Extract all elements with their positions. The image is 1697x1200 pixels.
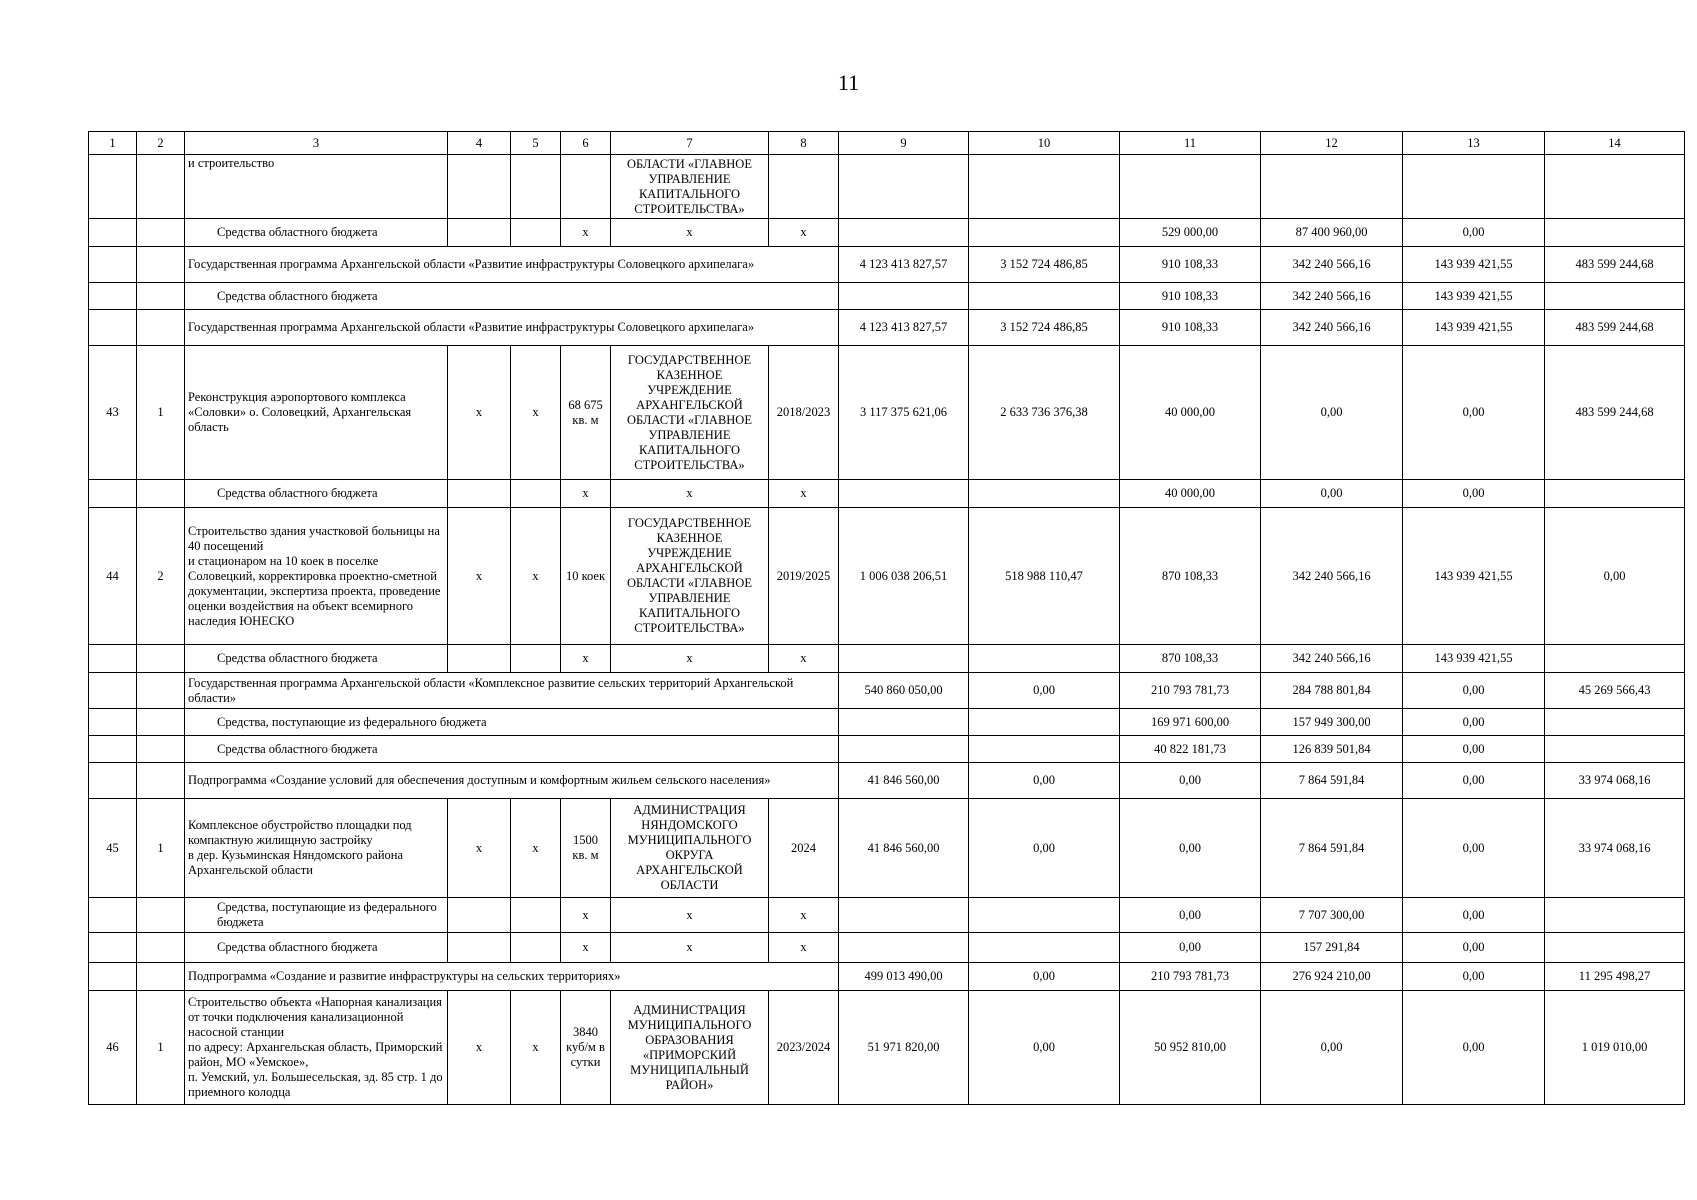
table-cell (511, 898, 561, 933)
table-cell (969, 219, 1120, 247)
table-cell: 0,00 (1403, 991, 1545, 1105)
table-cell: 483 599 244,68 (1545, 247, 1685, 283)
table-cell: х (561, 898, 611, 933)
table-cell (89, 310, 137, 346)
table-cell (839, 709, 969, 736)
table-cell (137, 763, 185, 799)
table-cell: 2024 (769, 799, 839, 898)
table-cell (1120, 155, 1261, 219)
table-row (89, 763, 1685, 799)
table-cell: 210 793 781,73 (1120, 963, 1261, 991)
table-row (89, 247, 1685, 283)
table-cell: 0,00 (1120, 933, 1261, 963)
table-cell: 0,00 (1403, 346, 1545, 480)
table-cell: 44 (89, 508, 137, 645)
table-cell (448, 645, 511, 673)
table-row (89, 673, 1685, 709)
table-cell: 0,00 (1403, 933, 1545, 963)
table-cell: 143 939 421,55 (1403, 508, 1545, 645)
table-cell (1261, 155, 1403, 219)
table-cell: Реконструкция аэропортового комплекса «Соловки» о. Соловецкий, Архангельская область (185, 346, 448, 480)
table-cell: 483 599 244,68 (1545, 310, 1685, 346)
table-cell: 143 939 421,55 (1403, 645, 1545, 673)
table-cell: 7 864 591,84 (1261, 799, 1403, 898)
table-cell: 11 295 498,27 (1545, 963, 1685, 991)
table-cell (89, 963, 137, 991)
table-cell (1545, 645, 1685, 673)
table-cell (1545, 219, 1685, 247)
table-cell: 0,00 (969, 799, 1120, 898)
table-cell: Строительство здания участковой больницы на 40 посещений и стационаром на 10 коек в поселке Соловецкий, корректировка проектно-сметной документации, экспертиза проекта, проведение оценки воздействия на объект всемирного наследия ЮНЕСКО (185, 508, 448, 645)
table-cell: Государственная программа Архангельской области «Комплексное развитие сельских территорий Архангельской области» (185, 673, 839, 709)
table-cell (839, 736, 969, 763)
table-cell (969, 933, 1120, 963)
table-cell (1545, 155, 1685, 219)
table-cell: 68 675 кв. м (561, 346, 611, 480)
table-cell: 540 860 050,00 (839, 673, 969, 709)
table-row (89, 480, 1685, 508)
table-cell: х (561, 645, 611, 673)
table-cell: ОБЛАСТИ «ГЛАВНОЕ УПРАВЛЕНИЕ КАПИТАЛЬНОГО СТРОИТЕЛЬСТВА» (611, 155, 769, 219)
table-cell: 3 117 375 621,06 (839, 346, 969, 480)
table-cell (137, 219, 185, 247)
table-row (89, 736, 1685, 763)
table-cell: 0,00 (969, 673, 1120, 709)
table-cell: 0,00 (1545, 508, 1685, 645)
table-cell (969, 736, 1120, 763)
table-cell: Средства областного бюджета (185, 480, 448, 508)
table-cell: Средства областного бюджета (185, 645, 448, 673)
table-cell: 910 108,33 (1120, 283, 1261, 310)
column-number: 5 (511, 132, 561, 155)
table-cell: 342 240 566,16 (1261, 247, 1403, 283)
table-cell: 45 (89, 799, 137, 898)
table-cell: АДМИНИСТРАЦИЯ НЯНДОМСКОГО МУНИЦИПАЛЬНОГО ОКРУГА АРХАНГЕЛЬСКОЙ ОБЛАСТИ (611, 799, 769, 898)
table-cell: 7 864 591,84 (1261, 763, 1403, 799)
table-row (89, 219, 1685, 247)
table-cell: 0,00 (969, 963, 1120, 991)
table-cell: 143 939 421,55 (1403, 283, 1545, 310)
table-cell: 483 599 244,68 (1545, 346, 1685, 480)
table-cell (137, 155, 185, 219)
table-cell: 0,00 (1403, 799, 1545, 898)
table-cell: 342 240 566,16 (1261, 508, 1403, 645)
table-cell: х (511, 346, 561, 480)
table-cell: Государственная программа Архангельской области «Развитие инфраструктуры Соловецкого архипелага» (185, 247, 839, 283)
table-cell (969, 480, 1120, 508)
table-cell: 51 971 820,00 (839, 991, 969, 1105)
table-cell: 7 707 300,00 (1261, 898, 1403, 933)
table-cell: Государственная программа Архангельской области «Развитие инфраструктуры Соловецкого архипелага» (185, 310, 839, 346)
column-number: 7 (611, 132, 769, 155)
table-cell: 0,00 (1120, 763, 1261, 799)
table-cell: 0,00 (969, 991, 1120, 1105)
table-cell: х (561, 219, 611, 247)
budget-table (88, 131, 1685, 1105)
table-cell (89, 155, 137, 219)
table-cell: 157 949 300,00 (1261, 709, 1403, 736)
table-cell: х (769, 645, 839, 673)
table-cell: 4 123 413 827,57 (839, 247, 969, 283)
table-cell (839, 898, 969, 933)
table-cell: 910 108,33 (1120, 247, 1261, 283)
table-cell: 0,00 (1403, 219, 1545, 247)
table-cell: 126 839 501,84 (1261, 736, 1403, 763)
table-cell: 0,00 (1403, 898, 1545, 933)
table-cell (839, 219, 969, 247)
table-cell (1545, 709, 1685, 736)
table-cell: Подпрограмма «Создание и развитие инфраструктуры на сельских территориях» (185, 963, 839, 991)
table-cell: Комплексное обустройство площадки под компактную жилищную застройку в дер. Кузьминская Няндомского района Архангельской области (185, 799, 448, 898)
table-cell (89, 736, 137, 763)
table-cell (1403, 155, 1545, 219)
table-cell: Средства, поступающие из федерального бюджета (185, 709, 839, 736)
table-cell: 3 152 724 486,85 (969, 247, 1120, 283)
table-row (89, 709, 1685, 736)
table-row (89, 799, 1685, 898)
table-cell (89, 709, 137, 736)
table-cell (969, 709, 1120, 736)
table-cell: 2018/2023 (769, 346, 839, 480)
table-cell: АДМИНИСТРАЦИЯ МУНИЦИПАЛЬНОГО ОБРАЗОВАНИЯ «ПРИМОРСКИЙ МУНИЦИПАЛЬНЫЙ РАЙОН» (611, 991, 769, 1105)
table-cell: 1 (137, 346, 185, 480)
column-number: 1 (89, 132, 137, 155)
table-cell (89, 933, 137, 963)
table-cell: 143 939 421,55 (1403, 310, 1545, 346)
table-cell (448, 219, 511, 247)
table-row (89, 155, 1685, 219)
table-cell (839, 480, 969, 508)
table-cell (89, 763, 137, 799)
table-cell (1545, 898, 1685, 933)
table-cell (137, 673, 185, 709)
table-cell (137, 709, 185, 736)
table-cell: 33 974 068,16 (1545, 763, 1685, 799)
table-cell: Средства областного бюджета (185, 933, 448, 963)
column-number: 11 (1120, 132, 1261, 155)
table-cell: х (611, 645, 769, 673)
table-cell (969, 898, 1120, 933)
table-cell: 210 793 781,73 (1120, 673, 1261, 709)
table-cell: ГОСУДАРСТВЕННОЕ КАЗЕННОЕ УЧРЕЖДЕНИЕ АРХАНГЕЛЬСКОЙ ОБЛАСТИ «ГЛАВНОЕ УПРАВЛЕНИЕ КАПИТАЛЬНОГО СТРОИТЕЛЬСТВА» (611, 346, 769, 480)
table-cell (89, 283, 137, 310)
column-number: 9 (839, 132, 969, 155)
table-cell: 2023/2024 (769, 991, 839, 1105)
table-cell (511, 933, 561, 963)
table-row (89, 933, 1685, 963)
table-cell (89, 247, 137, 283)
table-cell: 157 291,84 (1261, 933, 1403, 963)
table-cell: 276 924 210,00 (1261, 963, 1403, 991)
table-cell: х (561, 480, 611, 508)
table-row (89, 645, 1685, 673)
column-number: 8 (769, 132, 839, 155)
table-cell: 1 (137, 799, 185, 898)
table-cell: 0,00 (1403, 963, 1545, 991)
table-cell: 3 152 724 486,85 (969, 310, 1120, 346)
table-cell: 342 240 566,16 (1261, 283, 1403, 310)
table-cell: Подпрограмма «Создание условий для обеспечения доступным и комфортным жильем сельского населения» (185, 763, 839, 799)
table-row (89, 283, 1685, 310)
column-number: 2 (137, 132, 185, 155)
table-cell: 499 013 490,00 (839, 963, 969, 991)
table-cell: 0,00 (969, 763, 1120, 799)
table-cell: 0,00 (1403, 736, 1545, 763)
table-cell (511, 155, 561, 219)
table-cell (89, 645, 137, 673)
table-cell (89, 898, 137, 933)
table-cell (969, 283, 1120, 310)
table-cell (511, 219, 561, 247)
table-cell: 870 108,33 (1120, 508, 1261, 645)
table-row (89, 898, 1685, 933)
table-cell (137, 933, 185, 963)
table-cell: 1 (137, 991, 185, 1105)
table-cell: 870 108,33 (1120, 645, 1261, 673)
table-cell (839, 155, 969, 219)
table-cell (137, 736, 185, 763)
table-cell: 46 (89, 991, 137, 1105)
table-cell (137, 283, 185, 310)
table-cell (769, 155, 839, 219)
table-cell: 518 988 110,47 (969, 508, 1120, 645)
table-cell: 0,00 (1403, 673, 1545, 709)
table-cell: х (769, 219, 839, 247)
table-cell (89, 480, 137, 508)
table-cell: 284 788 801,84 (1261, 673, 1403, 709)
table-cell: 33 974 068,16 (1545, 799, 1685, 898)
table-cell (561, 155, 611, 219)
table-cell: 169 971 600,00 (1120, 709, 1261, 736)
table-cell: х (448, 346, 511, 480)
table-cell: 41 846 560,00 (839, 799, 969, 898)
table-cell: 0,00 (1403, 763, 1545, 799)
table-cell: 40 000,00 (1120, 480, 1261, 508)
table-cell: х (448, 508, 511, 645)
table-cell (1545, 480, 1685, 508)
table-cell: 40 000,00 (1120, 346, 1261, 480)
table-cell (137, 898, 185, 933)
table-cell: х (511, 991, 561, 1105)
table-cell: 342 240 566,16 (1261, 310, 1403, 346)
table-row (89, 991, 1685, 1105)
page-number: 11 (837, 70, 860, 95)
table-cell: Средства областного бюджета (185, 283, 839, 310)
table-row (89, 508, 1685, 645)
table-cell (137, 480, 185, 508)
table-cell (1545, 933, 1685, 963)
table-cell: 0,00 (1261, 480, 1403, 508)
table-cell: ГОСУДАРСТВЕННОЕ КАЗЕННОЕ УЧРЕЖДЕНИЕ АРХАНГЕЛЬСКОЙ ОБЛАСТИ «ГЛАВНОЕ УПРАВЛЕНИЕ КАПИТАЛЬНОГО СТРОИТЕЛЬСТВА» (611, 508, 769, 645)
table-cell (89, 673, 137, 709)
table-cell: х (561, 933, 611, 963)
table-cell: 87 400 960,00 (1261, 219, 1403, 247)
table-row (89, 310, 1685, 346)
table-cell (137, 310, 185, 346)
table-cell: 342 240 566,16 (1261, 645, 1403, 673)
table-cell (448, 480, 511, 508)
table-cell: 2 633 736 376,38 (969, 346, 1120, 480)
table-cell: х (511, 508, 561, 645)
table-cell (969, 645, 1120, 673)
table-cell: 143 939 421,55 (1403, 247, 1545, 283)
table-cell (839, 933, 969, 963)
column-number: 3 (185, 132, 448, 155)
table-cell (511, 480, 561, 508)
table-cell: х (511, 799, 561, 898)
table-cell: 43 (89, 346, 137, 480)
table-cell: 0,00 (1403, 480, 1545, 508)
table-cell (839, 645, 969, 673)
table-cell: х (611, 219, 769, 247)
table-cell (137, 645, 185, 673)
table-cell: 529 000,00 (1120, 219, 1261, 247)
table-cell (1545, 736, 1685, 763)
column-number: 10 (969, 132, 1120, 155)
table-cell: х (448, 799, 511, 898)
table-cell (137, 247, 185, 283)
table-row (89, 963, 1685, 991)
table-cell: 0,00 (1403, 709, 1545, 736)
table-cell: 3840 куб/м в сутки (561, 991, 611, 1105)
table-cell: х (611, 898, 769, 933)
table-cell (969, 155, 1120, 219)
table-cell (137, 963, 185, 991)
table-cell: х (611, 480, 769, 508)
table-cell (448, 933, 511, 963)
table-cell: 910 108,33 (1120, 310, 1261, 346)
table-cell: 10 коек (561, 508, 611, 645)
table-cell: 0,00 (1261, 346, 1403, 480)
table-cell: 2 (137, 508, 185, 645)
table-cell (511, 645, 561, 673)
column-number: 14 (1545, 132, 1685, 155)
table-cell: 0,00 (1120, 898, 1261, 933)
table-cell: Средства областного бюджета (185, 219, 448, 247)
table-cell (448, 898, 511, 933)
table-cell: 41 846 560,00 (839, 763, 969, 799)
table-cell: 45 269 566,43 (1545, 673, 1685, 709)
table-cell: 2019/2025 (769, 508, 839, 645)
table-cell (1545, 283, 1685, 310)
table-cell: 1500 кв. м (561, 799, 611, 898)
column-number: 6 (561, 132, 611, 155)
table-cell (89, 219, 137, 247)
table-cell: х (769, 480, 839, 508)
table-cell: 1 006 038 206,51 (839, 508, 969, 645)
column-number: 13 (1403, 132, 1545, 155)
table-cell (839, 283, 969, 310)
table-cell: х (769, 898, 839, 933)
table-cell: 1 019 010,00 (1545, 991, 1685, 1105)
column-number-row (89, 132, 1685, 155)
table-cell: х (448, 991, 511, 1105)
table-cell: Средства областного бюджета (185, 736, 839, 763)
table-cell (448, 155, 511, 219)
column-number: 4 (448, 132, 511, 155)
table-cell: 0,00 (1261, 991, 1403, 1105)
table-cell: 50 952 810,00 (1120, 991, 1261, 1105)
table-cell: х (769, 933, 839, 963)
table-row (89, 346, 1685, 480)
table-cell: 4 123 413 827,57 (839, 310, 969, 346)
table-cell: Строительство объекта «Напорная канализация от точки подключения канализационной насосной станции по адресу: Архангельская область, Приморский район, МО «Уемское», п. Уемский, ул. Большесельская, зд. 85 стр. 1 до приемного колодца (185, 991, 448, 1105)
table-cell: 0,00 (1120, 799, 1261, 898)
column-number: 12 (1261, 132, 1403, 155)
table-cell: Средства, поступающие из федерального бюджета (185, 898, 448, 933)
table-cell: 40 822 181,73 (1120, 736, 1261, 763)
table-cell: х (611, 933, 769, 963)
table-cell: и строительство (185, 155, 448, 219)
